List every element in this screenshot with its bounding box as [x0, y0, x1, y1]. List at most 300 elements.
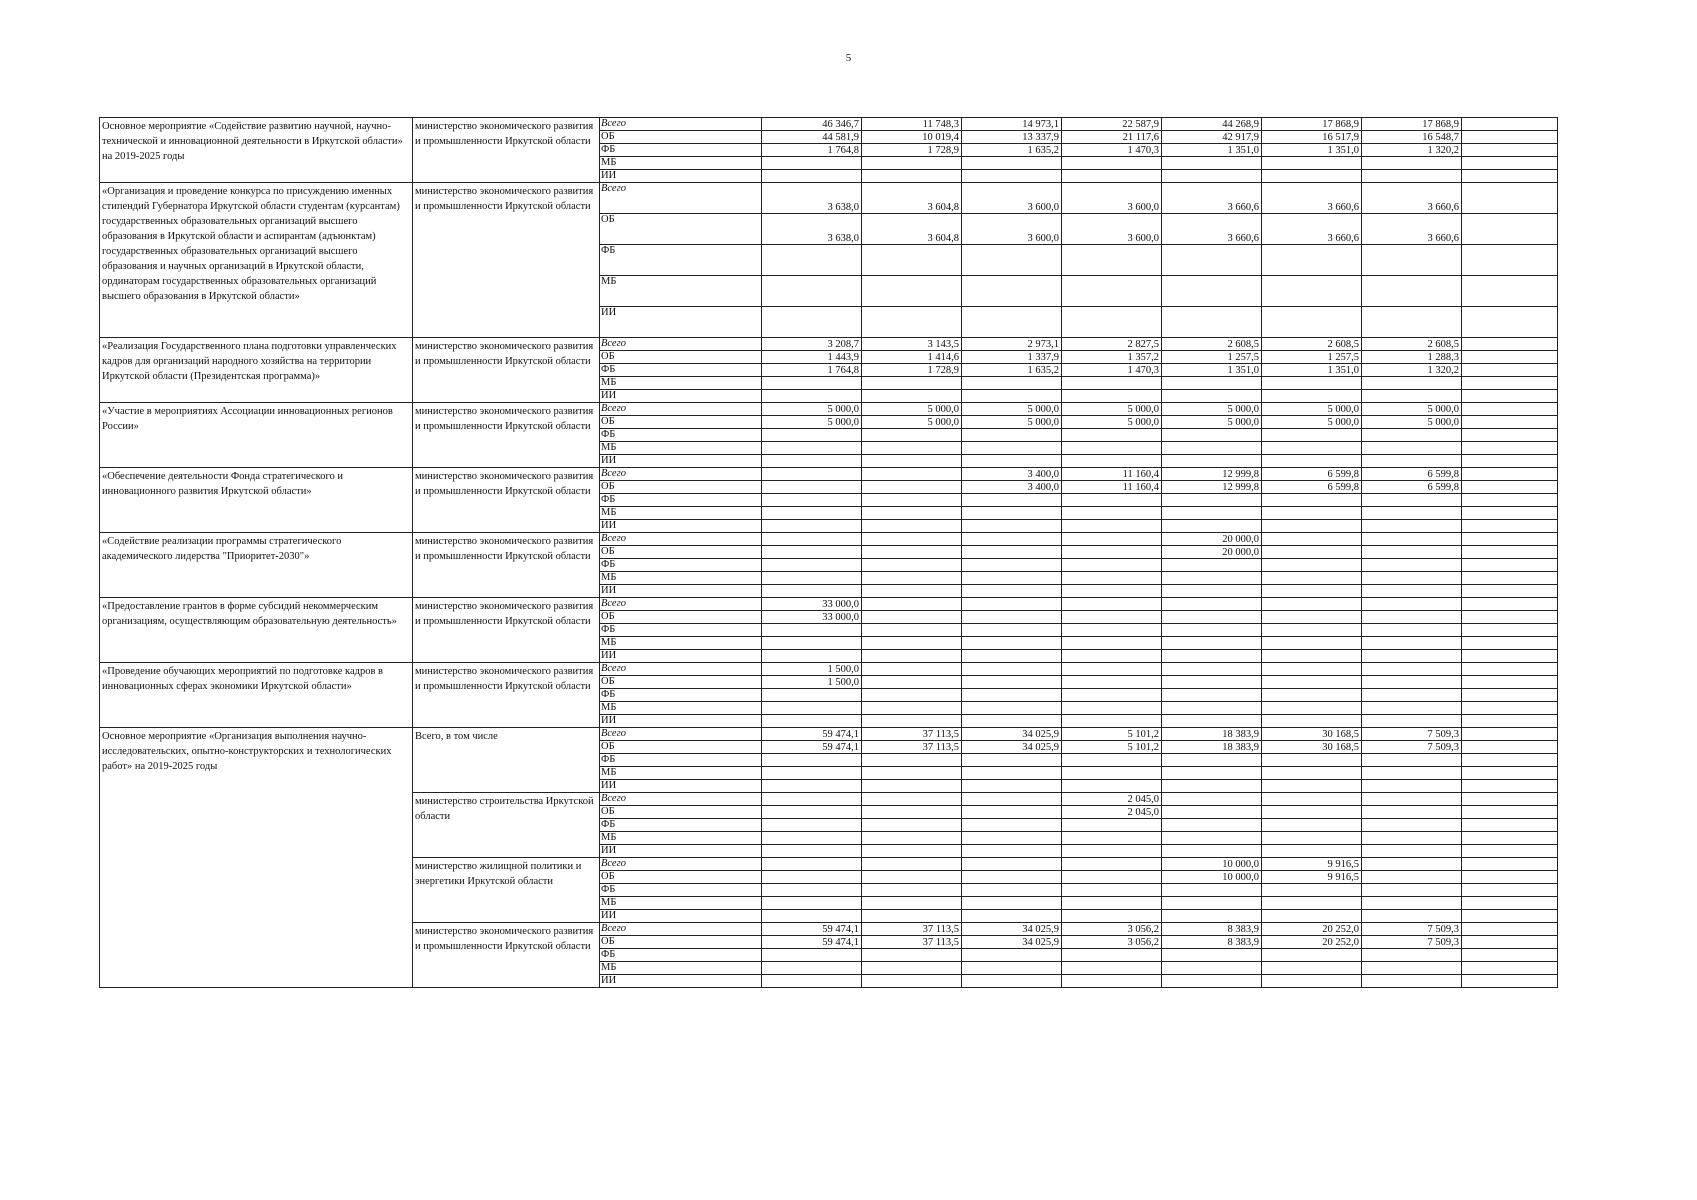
- amount-cell: [862, 832, 962, 845]
- amount-cell: 33 000,0: [762, 598, 862, 611]
- amount-cell: [862, 245, 962, 276]
- amount-cell: [1062, 442, 1162, 455]
- funding-source: ФБ: [600, 364, 762, 377]
- amount-cell: 7 509,3: [1362, 936, 1462, 949]
- amount-cell: [1462, 884, 1558, 897]
- amount-cell: [962, 884, 1062, 897]
- amount-cell: [962, 245, 1062, 276]
- funding-source: МБ: [600, 276, 762, 307]
- amount-cell: [862, 806, 962, 819]
- amount-cell: [962, 276, 1062, 307]
- amount-cell: [1462, 923, 1558, 936]
- amount-cell: [1462, 780, 1558, 793]
- amount-cell: [1062, 585, 1162, 598]
- responsible-executor: министерство экономического развития и промышленности Иркутской области: [413, 468, 600, 533]
- table-body: [100, 118, 1558, 988]
- amount-cell: [1362, 676, 1462, 689]
- amount-cell: [762, 858, 862, 871]
- activity-name: «Участие в мероприятиях Ассоциации инновационных регионов России»: [100, 403, 413, 468]
- table-row: [100, 468, 1558, 481]
- amount-cell: 3 143,5: [862, 338, 962, 351]
- amount-cell: [1462, 975, 1558, 988]
- amount-cell: [1462, 806, 1558, 819]
- amount-cell: 2 973,1: [962, 338, 1062, 351]
- amount-cell: [962, 442, 1062, 455]
- amount-cell: [862, 442, 962, 455]
- amount-cell: [1462, 689, 1558, 702]
- amount-cell: [1362, 276, 1462, 307]
- amount-cell: [762, 170, 862, 183]
- amount-cell: [1462, 936, 1558, 949]
- amount-cell: [962, 962, 1062, 975]
- funding-source: Всего: [600, 598, 762, 611]
- amount-cell: [1062, 819, 1162, 832]
- amount-cell: [1362, 689, 1462, 702]
- amount-cell: 44 268,9: [1162, 118, 1262, 131]
- amount-cell: [1062, 598, 1162, 611]
- amount-cell: [1462, 144, 1558, 157]
- amount-cell: 2 608,5: [1162, 338, 1262, 351]
- funding-source: ОБ: [600, 131, 762, 144]
- amount-cell: [1462, 307, 1558, 338]
- funding-source: ФБ: [600, 949, 762, 962]
- amount-cell: [762, 245, 862, 276]
- amount-cell: 44 581,9: [762, 131, 862, 144]
- amount-cell: [1262, 715, 1362, 728]
- amount-cell: [962, 702, 1062, 715]
- amount-cell: [862, 390, 962, 403]
- amount-cell: [1462, 624, 1558, 637]
- amount-cell: [1162, 689, 1262, 702]
- amount-cell: [1262, 819, 1362, 832]
- amount-cell: [1262, 170, 1362, 183]
- amount-cell: [1262, 975, 1362, 988]
- amount-cell: [1262, 663, 1362, 676]
- funding-source: ФБ: [600, 429, 762, 442]
- amount-cell: 5 101,2: [1062, 728, 1162, 741]
- funding-source: Всего: [600, 118, 762, 131]
- amount-cell: [1362, 884, 1462, 897]
- amount-cell: [1162, 949, 1262, 962]
- amount-cell: [1462, 170, 1558, 183]
- amount-cell: [1462, 377, 1558, 390]
- activity-name: Основное мероприятие «Содействие развитию научной, научно-технической и инновационной деятельности в Иркутской области» на 2019-2025 годы: [100, 118, 413, 183]
- amount-cell: [1062, 245, 1162, 276]
- activity-name: «Реализация Государственного плана подготовки управленческих кадров для организаций народного хозяйства на территории Иркутской области (Президентская программа)»: [100, 338, 413, 403]
- funding-source: ОБ: [600, 936, 762, 949]
- amount-cell: 1 500,0: [762, 663, 862, 676]
- amount-cell: 1 320,2: [1362, 144, 1462, 157]
- page-number: 5: [845, 52, 852, 64]
- table-row: [100, 338, 1558, 351]
- amount-cell: [1062, 507, 1162, 520]
- amount-cell: [1262, 572, 1362, 585]
- amount-cell: 34 025,9: [962, 923, 1062, 936]
- amount-cell: 37 113,5: [862, 923, 962, 936]
- amount-cell: 1 470,3: [1062, 144, 1162, 157]
- funding-source: ИИ: [600, 975, 762, 988]
- amount-cell: [1262, 507, 1362, 520]
- amount-cell: [1462, 390, 1558, 403]
- amount-cell: [1462, 455, 1558, 468]
- funding-source: ФБ: [600, 624, 762, 637]
- amount-cell: [1462, 416, 1558, 429]
- amount-cell: [962, 598, 1062, 611]
- amount-cell: [1362, 546, 1462, 559]
- amount-cell: [962, 624, 1062, 637]
- amount-cell: [1262, 754, 1362, 767]
- amount-cell: 3 660,6: [1362, 214, 1462, 245]
- amount-cell: [1062, 650, 1162, 663]
- amount-cell: 17 868,9: [1262, 118, 1362, 131]
- responsible-executor: министерство строительства Иркутской области: [413, 793, 600, 858]
- funding-source: ОБ: [600, 871, 762, 884]
- amount-cell: 46 346,7: [762, 118, 862, 131]
- amount-cell: [762, 884, 862, 897]
- amount-cell: [1462, 949, 1558, 962]
- funding-source: Всего: [600, 533, 762, 546]
- amount-cell: [1262, 962, 1362, 975]
- amount-cell: 2 608,5: [1362, 338, 1462, 351]
- funding-source: Всего: [600, 663, 762, 676]
- amount-cell: [1362, 975, 1462, 988]
- amount-cell: [1062, 455, 1162, 468]
- amount-cell: [1062, 390, 1162, 403]
- amount-cell: 1 288,3: [1362, 351, 1462, 364]
- activity-name: «Проведение обучающих мероприятий по подготовке кадров в инновационных сферах экономики Иркутской области»: [100, 663, 413, 728]
- amount-cell: [1362, 949, 1462, 962]
- funding-source: МБ: [600, 962, 762, 975]
- amount-cell: 5 000,0: [962, 416, 1062, 429]
- amount-cell: [1162, 520, 1262, 533]
- responsible-executor: министерство экономического развития и промышленности Иркутской области: [413, 923, 600, 988]
- amount-cell: [762, 442, 862, 455]
- amount-cell: [762, 494, 862, 507]
- table-row: [100, 663, 1558, 676]
- amount-cell: [1362, 494, 1462, 507]
- amount-cell: [1162, 624, 1262, 637]
- amount-cell: [1462, 403, 1558, 416]
- amount-cell: 59 474,1: [762, 741, 862, 754]
- amount-cell: 59 474,1: [762, 923, 862, 936]
- amount-cell: [1062, 533, 1162, 546]
- amount-cell: [762, 780, 862, 793]
- amount-cell: [1262, 598, 1362, 611]
- amount-cell: [962, 949, 1062, 962]
- amount-cell: 20 252,0: [1262, 923, 1362, 936]
- amount-cell: [762, 559, 862, 572]
- amount-cell: 5 000,0: [1162, 403, 1262, 416]
- amount-cell: [1262, 650, 1362, 663]
- funding-source: МБ: [600, 377, 762, 390]
- amount-cell: [762, 507, 862, 520]
- amount-cell: [1462, 819, 1558, 832]
- amount-cell: 1 635,2: [962, 144, 1062, 157]
- amount-cell: 11 160,4: [1062, 481, 1162, 494]
- funding-source: ОБ: [600, 611, 762, 624]
- amount-cell: [1262, 884, 1362, 897]
- amount-cell: [962, 676, 1062, 689]
- responsible-executor: министерство экономического развития и промышленности Иркутской области: [413, 403, 600, 468]
- amount-cell: [1362, 806, 1462, 819]
- amount-cell: [1362, 455, 1462, 468]
- amount-cell: [1462, 131, 1558, 144]
- funding-source: Всего: [600, 403, 762, 416]
- amount-cell: [1362, 611, 1462, 624]
- amount-cell: [762, 871, 862, 884]
- amount-cell: 2 827,5: [1062, 338, 1162, 351]
- amount-cell: 30 168,5: [1262, 741, 1362, 754]
- amount-cell: [862, 494, 962, 507]
- amount-cell: [762, 910, 862, 923]
- amount-cell: 1 351,0: [1162, 144, 1262, 157]
- amount-cell: 5 000,0: [1062, 403, 1162, 416]
- amount-cell: 7 509,3: [1362, 728, 1462, 741]
- amount-cell: [762, 572, 862, 585]
- amount-cell: [1462, 183, 1558, 214]
- amount-cell: [1262, 611, 1362, 624]
- amount-cell: 6 599,8: [1262, 481, 1362, 494]
- responsible-executor: министерство экономического развития и промышленности Иркутской области: [413, 663, 600, 728]
- amount-cell: [1162, 455, 1262, 468]
- amount-cell: [962, 806, 1062, 819]
- table-row: [100, 533, 1558, 546]
- amount-cell: 20 252,0: [1262, 936, 1362, 949]
- amount-cell: 5 000,0: [862, 416, 962, 429]
- amount-cell: [1062, 780, 1162, 793]
- amount-cell: [1162, 170, 1262, 183]
- amount-cell: [962, 793, 1062, 806]
- amount-cell: [862, 663, 962, 676]
- amount-cell: [1462, 637, 1558, 650]
- amount-cell: [1362, 650, 1462, 663]
- amount-cell: [762, 520, 862, 533]
- amount-cell: 34 025,9: [962, 936, 1062, 949]
- funding-source: Всего: [600, 728, 762, 741]
- amount-cell: [1062, 520, 1162, 533]
- amount-cell: [1262, 624, 1362, 637]
- amount-cell: [1062, 832, 1162, 845]
- funding-source: ИИ: [600, 650, 762, 663]
- amount-cell: 8 383,9: [1162, 936, 1262, 949]
- amount-cell: [862, 429, 962, 442]
- amount-cell: [1162, 245, 1262, 276]
- funding-source: ОБ: [600, 676, 762, 689]
- amount-cell: [1162, 637, 1262, 650]
- amount-cell: [1162, 793, 1262, 806]
- amount-cell: [1362, 624, 1462, 637]
- amount-cell: [962, 520, 1062, 533]
- funding-source: ОБ: [600, 546, 762, 559]
- activity-name: «Обеспечение деятельности Фонда стратегического и инновационного развития Иркутской области»: [100, 468, 413, 533]
- amount-cell: [1462, 338, 1558, 351]
- funding-source: ФБ: [600, 819, 762, 832]
- amount-cell: [1462, 429, 1558, 442]
- amount-cell: [1162, 962, 1262, 975]
- amount-cell: 3 638,0: [762, 183, 862, 214]
- amount-cell: [762, 533, 862, 546]
- amount-cell: 18 383,9: [1162, 741, 1262, 754]
- amount-cell: [862, 481, 962, 494]
- amount-cell: [1262, 637, 1362, 650]
- amount-cell: [962, 832, 1062, 845]
- amount-cell: [1262, 157, 1362, 170]
- amount-cell: 3 600,0: [1062, 214, 1162, 245]
- amount-cell: [1462, 793, 1558, 806]
- amount-cell: [1262, 676, 1362, 689]
- amount-cell: [962, 546, 1062, 559]
- amount-cell: 42 917,9: [1162, 131, 1262, 144]
- amount-cell: [962, 307, 1062, 338]
- funding-source: ИИ: [600, 780, 762, 793]
- funding-source: МБ: [600, 767, 762, 780]
- responsible-executor: Всего, в том числе: [413, 728, 600, 793]
- amount-cell: [1162, 276, 1262, 307]
- amount-cell: [762, 715, 862, 728]
- amount-cell: [1362, 157, 1462, 170]
- amount-cell: [762, 975, 862, 988]
- amount-cell: [1262, 559, 1362, 572]
- amount-cell: [1362, 663, 1462, 676]
- amount-cell: [862, 546, 962, 559]
- amount-cell: [1362, 962, 1462, 975]
- table-row: [100, 183, 1558, 214]
- amount-cell: [1062, 910, 1162, 923]
- amount-cell: 9 916,5: [1262, 871, 1362, 884]
- amount-cell: [1162, 702, 1262, 715]
- amount-cell: [1062, 276, 1162, 307]
- funding-source: ОБ: [600, 481, 762, 494]
- amount-cell: [1362, 377, 1462, 390]
- amount-cell: 34 025,9: [962, 728, 1062, 741]
- amount-cell: [762, 650, 862, 663]
- amount-cell: [1262, 910, 1362, 923]
- amount-cell: [1362, 754, 1462, 767]
- amount-cell: [1462, 364, 1558, 377]
- amount-cell: [1362, 442, 1462, 455]
- amount-cell: [1262, 585, 1362, 598]
- amount-cell: [1262, 455, 1362, 468]
- amount-cell: [862, 715, 962, 728]
- amount-cell: [1362, 429, 1462, 442]
- amount-cell: [1262, 494, 1362, 507]
- amount-cell: [1062, 962, 1162, 975]
- amount-cell: [862, 689, 962, 702]
- amount-cell: 1 764,8: [762, 364, 862, 377]
- amount-cell: 10 019,4: [862, 131, 962, 144]
- amount-cell: [962, 494, 1062, 507]
- amount-cell: [962, 533, 1062, 546]
- amount-cell: 1 257,5: [1162, 351, 1262, 364]
- amount-cell: 11 160,4: [1062, 468, 1162, 481]
- amount-cell: [962, 650, 1062, 663]
- amount-cell: [862, 858, 962, 871]
- funding-source: Всего: [600, 338, 762, 351]
- amount-cell: [1462, 118, 1558, 131]
- amount-cell: [1462, 702, 1558, 715]
- amount-cell: [1462, 741, 1558, 754]
- responsible-executor: министерство жилищной политики и энергетики Иркутской области: [413, 858, 600, 923]
- amount-cell: [1362, 307, 1462, 338]
- amount-cell: [962, 377, 1062, 390]
- amount-cell: [1462, 559, 1558, 572]
- amount-cell: 7 509,3: [1362, 741, 1462, 754]
- amount-cell: [1462, 214, 1558, 245]
- amount-cell: 10 000,0: [1162, 871, 1262, 884]
- amount-cell: 3 056,2: [1062, 936, 1162, 949]
- amount-cell: [1362, 910, 1462, 923]
- amount-cell: [1162, 585, 1262, 598]
- amount-cell: [762, 390, 862, 403]
- amount-cell: [1162, 819, 1262, 832]
- amount-cell: [862, 897, 962, 910]
- amount-cell: 10 000,0: [1162, 858, 1262, 871]
- amount-cell: [1362, 871, 1462, 884]
- amount-cell: [1062, 377, 1162, 390]
- amount-cell: [862, 650, 962, 663]
- amount-cell: 5 000,0: [962, 403, 1062, 416]
- amount-cell: [1162, 754, 1262, 767]
- amount-cell: [1362, 598, 1462, 611]
- amount-cell: [962, 780, 1062, 793]
- amount-cell: [962, 157, 1062, 170]
- amount-cell: [962, 637, 1062, 650]
- amount-cell: [1162, 572, 1262, 585]
- amount-cell: [1262, 520, 1362, 533]
- amount-cell: 8 383,9: [1162, 923, 1262, 936]
- amount-cell: 12 999,8: [1162, 468, 1262, 481]
- amount-cell: 1 320,2: [1362, 364, 1462, 377]
- amount-cell: [1162, 598, 1262, 611]
- amount-cell: [862, 572, 962, 585]
- amount-cell: [1162, 377, 1262, 390]
- funding-source: ОБ: [600, 351, 762, 364]
- amount-cell: 5 000,0: [762, 416, 862, 429]
- funding-source: МБ: [600, 897, 762, 910]
- amount-cell: [762, 624, 862, 637]
- amount-cell: [1362, 715, 1462, 728]
- amount-cell: [962, 585, 1062, 598]
- amount-cell: 7 509,3: [1362, 923, 1462, 936]
- funding-source: ФБ: [600, 884, 762, 897]
- amount-cell: [1462, 676, 1558, 689]
- amount-cell: [1062, 754, 1162, 767]
- amount-cell: 3 604,8: [862, 214, 962, 245]
- amount-cell: [762, 546, 862, 559]
- amount-cell: [962, 975, 1062, 988]
- funding-source: ИИ: [600, 715, 762, 728]
- amount-cell: [1362, 507, 1462, 520]
- amount-cell: [762, 949, 862, 962]
- amount-cell: 3 604,8: [862, 183, 962, 214]
- amount-cell: [1062, 157, 1162, 170]
- amount-cell: [1462, 481, 1558, 494]
- amount-cell: 1 728,9: [862, 144, 962, 157]
- budget-table: [99, 117, 1558, 988]
- amount-cell: [762, 637, 862, 650]
- amount-cell: [1362, 585, 1462, 598]
- amount-cell: [1062, 949, 1162, 962]
- amount-cell: 3 660,6: [1262, 183, 1362, 214]
- amount-cell: 3 600,0: [962, 214, 1062, 245]
- table-row: [100, 118, 1558, 131]
- amount-cell: [762, 689, 862, 702]
- amount-cell: [1262, 442, 1362, 455]
- amount-cell: 37 113,5: [862, 936, 962, 949]
- amount-cell: [1162, 663, 1262, 676]
- funding-source: ФБ: [600, 245, 762, 276]
- amount-cell: [1462, 442, 1558, 455]
